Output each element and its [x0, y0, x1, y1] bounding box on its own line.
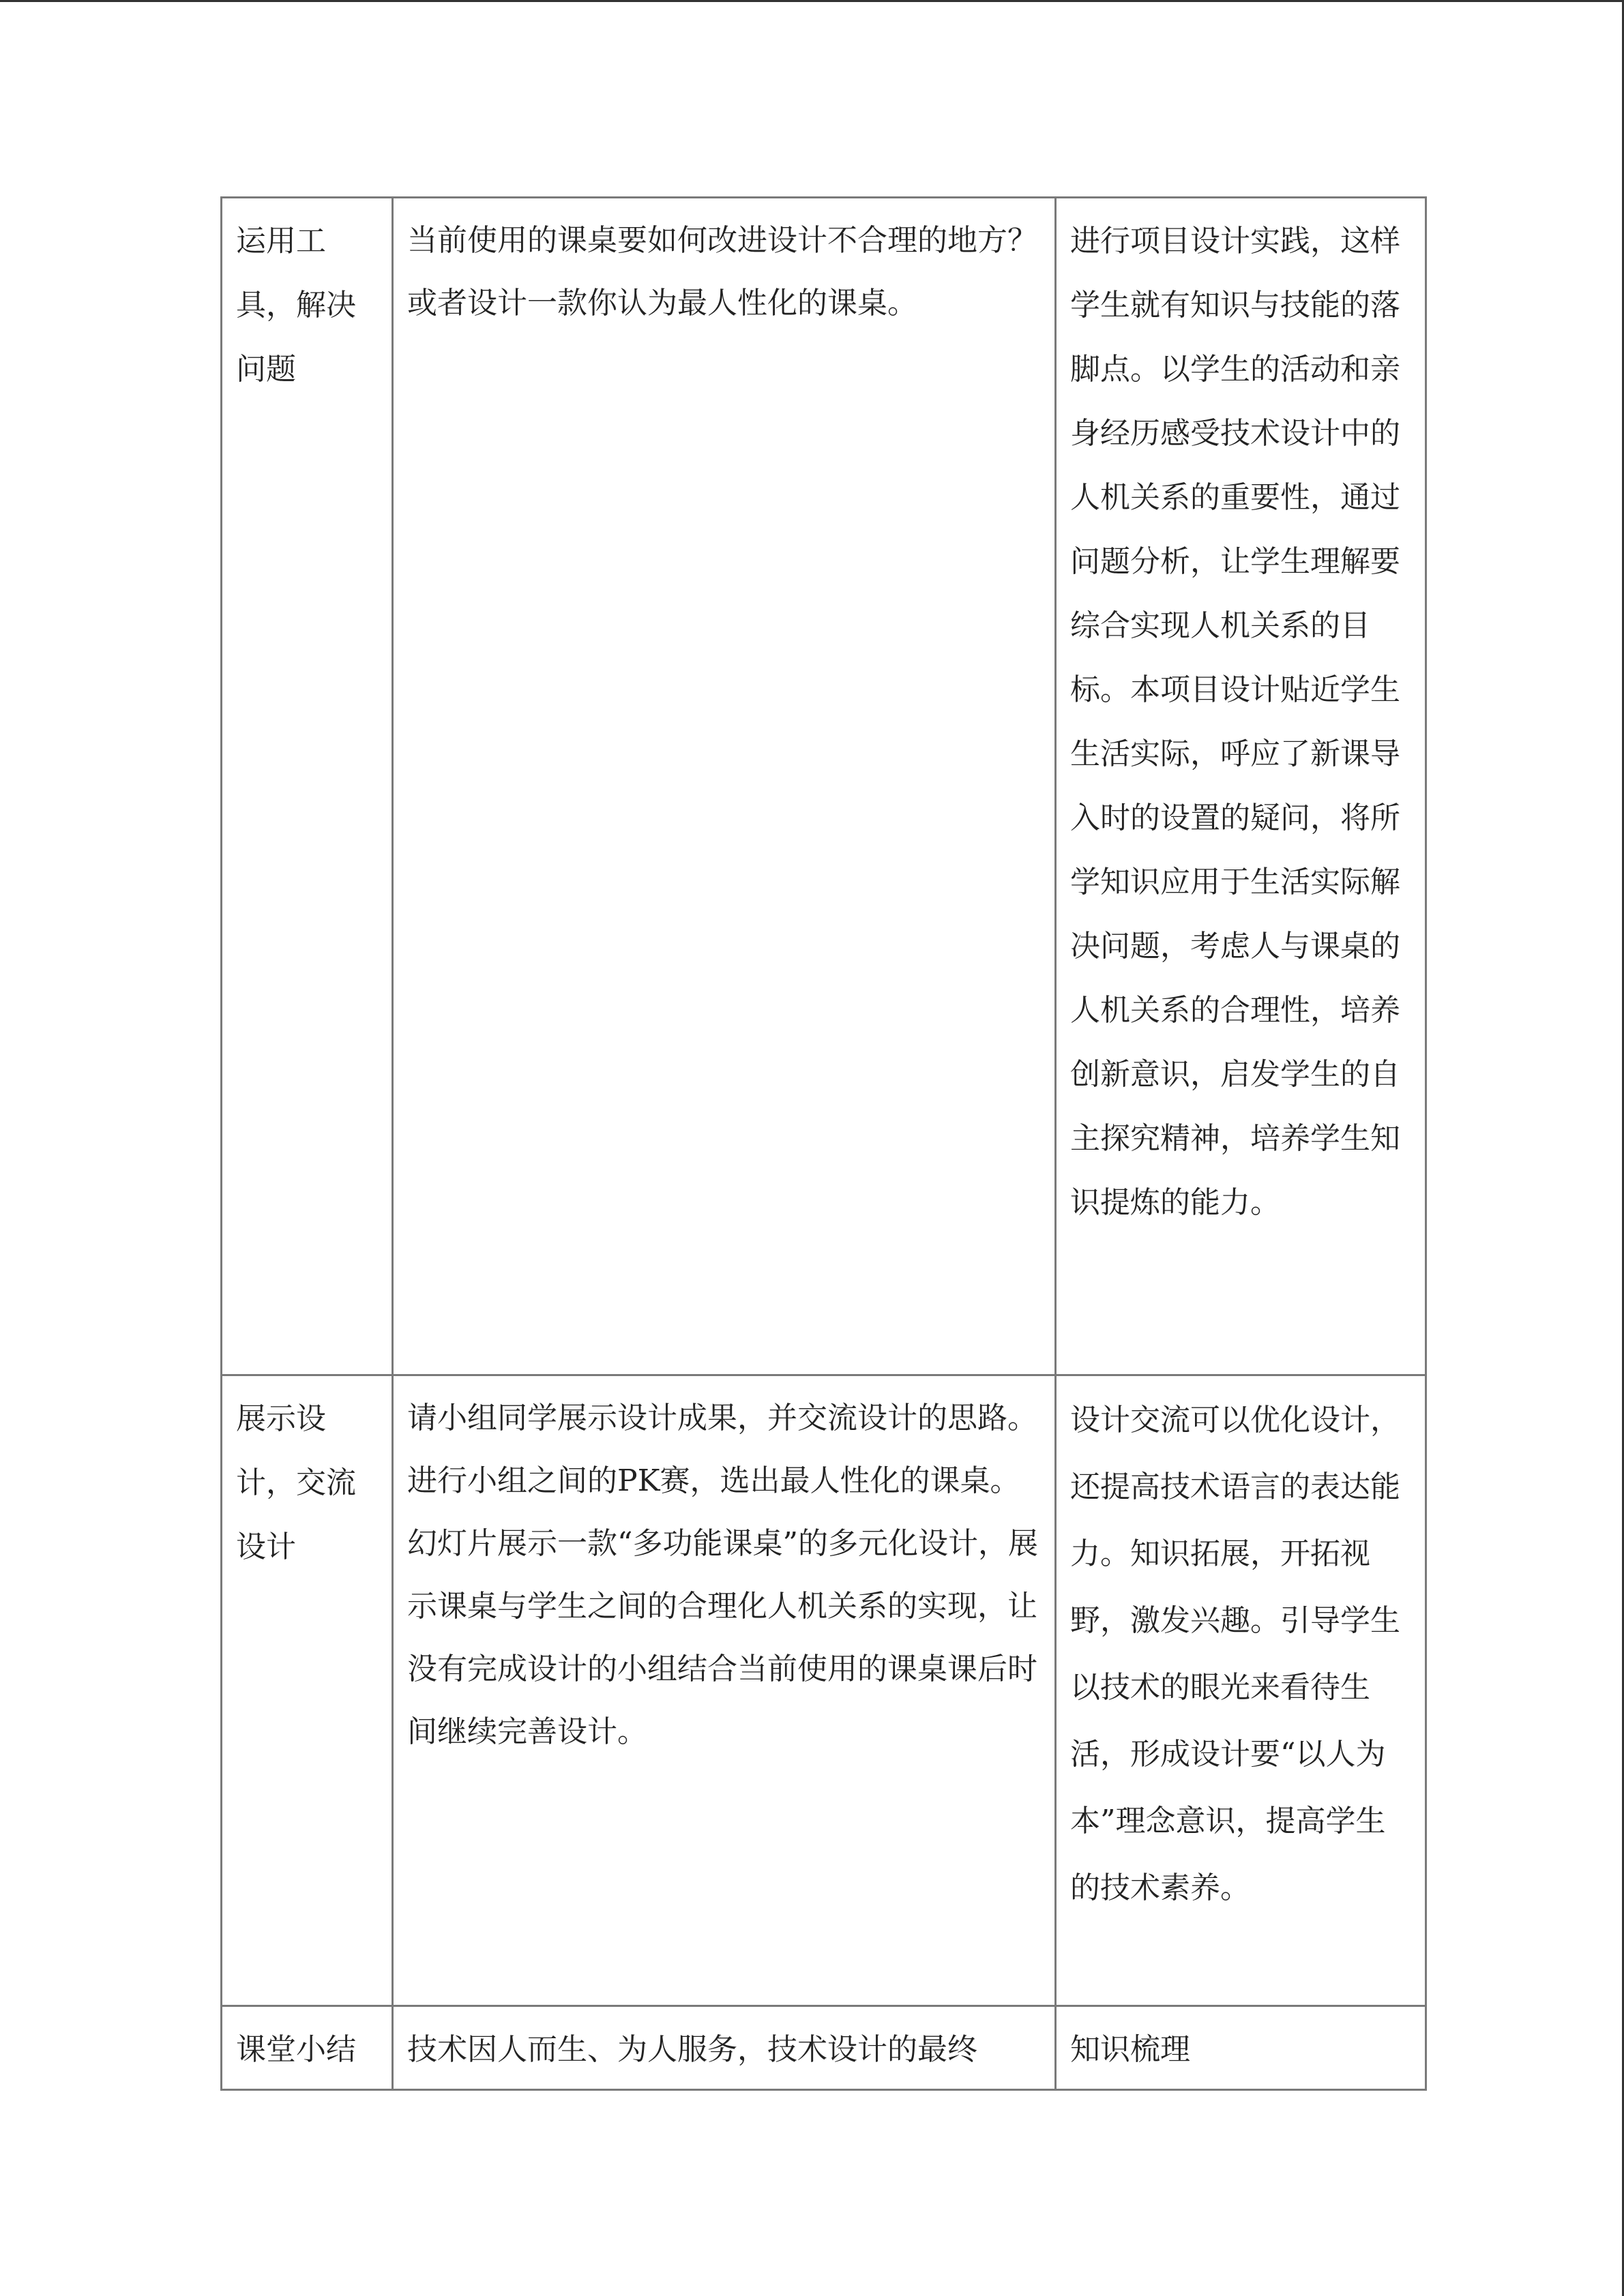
intent-text: 知识梳理	[1070, 2032, 1190, 2067]
intent-cell	[1056, 1375, 1426, 2006]
table-row	[222, 198, 1426, 1375]
intent-cell	[1056, 198, 1426, 1375]
intent-text: 设计交流可以优化设计，还提高技术语言的表达能力。知识拓展，开拓视野，激发兴趣。引导学生以技术的眼光来看待生活，形成设计要“以人为本”理念意识，提高学生的技术素养。	[1070, 1403, 1400, 1905]
table-row	[222, 2006, 1426, 2090]
activity-cell	[393, 198, 1056, 1375]
activity-cell	[393, 2006, 1056, 2090]
lesson-plan-table	[220, 196, 1427, 2091]
intent-cell	[1056, 2006, 1426, 2090]
page-top-edge	[0, 0, 1624, 2]
stage-cell	[222, 198, 393, 1375]
stage-cell	[222, 1375, 393, 2006]
table-row	[222, 1375, 1426, 2006]
activity-text: 技术因人而生、为人服务，技术设计的最终	[407, 2032, 977, 2067]
activity-paragraph: 幻灯片展示一款“多功能课桌”的多元化设计，展示课桌与学生之间的合理化人机关系的实现，让没有完成设计的小组结合当前使用的课桌课后时间继续完善设计。	[407, 1526, 1038, 1749]
activity-paragraph: 请小组同学展示设计成果，并交流设计的思路。进行小组之间的PK赛，选出最人性化的课桌。	[407, 1401, 1037, 1498]
activity-cell	[393, 1375, 1056, 2006]
stage-label: 课堂小结	[236, 2032, 356, 2067]
activity-text: 当前使用的课桌要如何改进设计不合理的地方？或者设计一款你认为最人性化的课桌。	[407, 223, 1037, 320]
intent-text: 进行项目设计实践，这样学生就有知识与技能的落脚点。以学生的活动和亲身经历感受技术设计中的人机关系的重要性，通过问题分析，让学生理解要综合实现人机关系的目标。本项目设计贴近学生生活实际，呼应了新课导入时的设置的疑问，将所学知识应用于生活实际解决问题，考虑人与课桌的人机关系的合理性，培养创新意识，启发学生的自主探究精神，培养学生知识提炼的能力。	[1070, 224, 1400, 1220]
stage-label: 运用工具，解决问题	[236, 224, 356, 387]
stage-label: 展示设计，交流设计	[236, 1401, 356, 1564]
stage-cell	[222, 2006, 393, 2090]
